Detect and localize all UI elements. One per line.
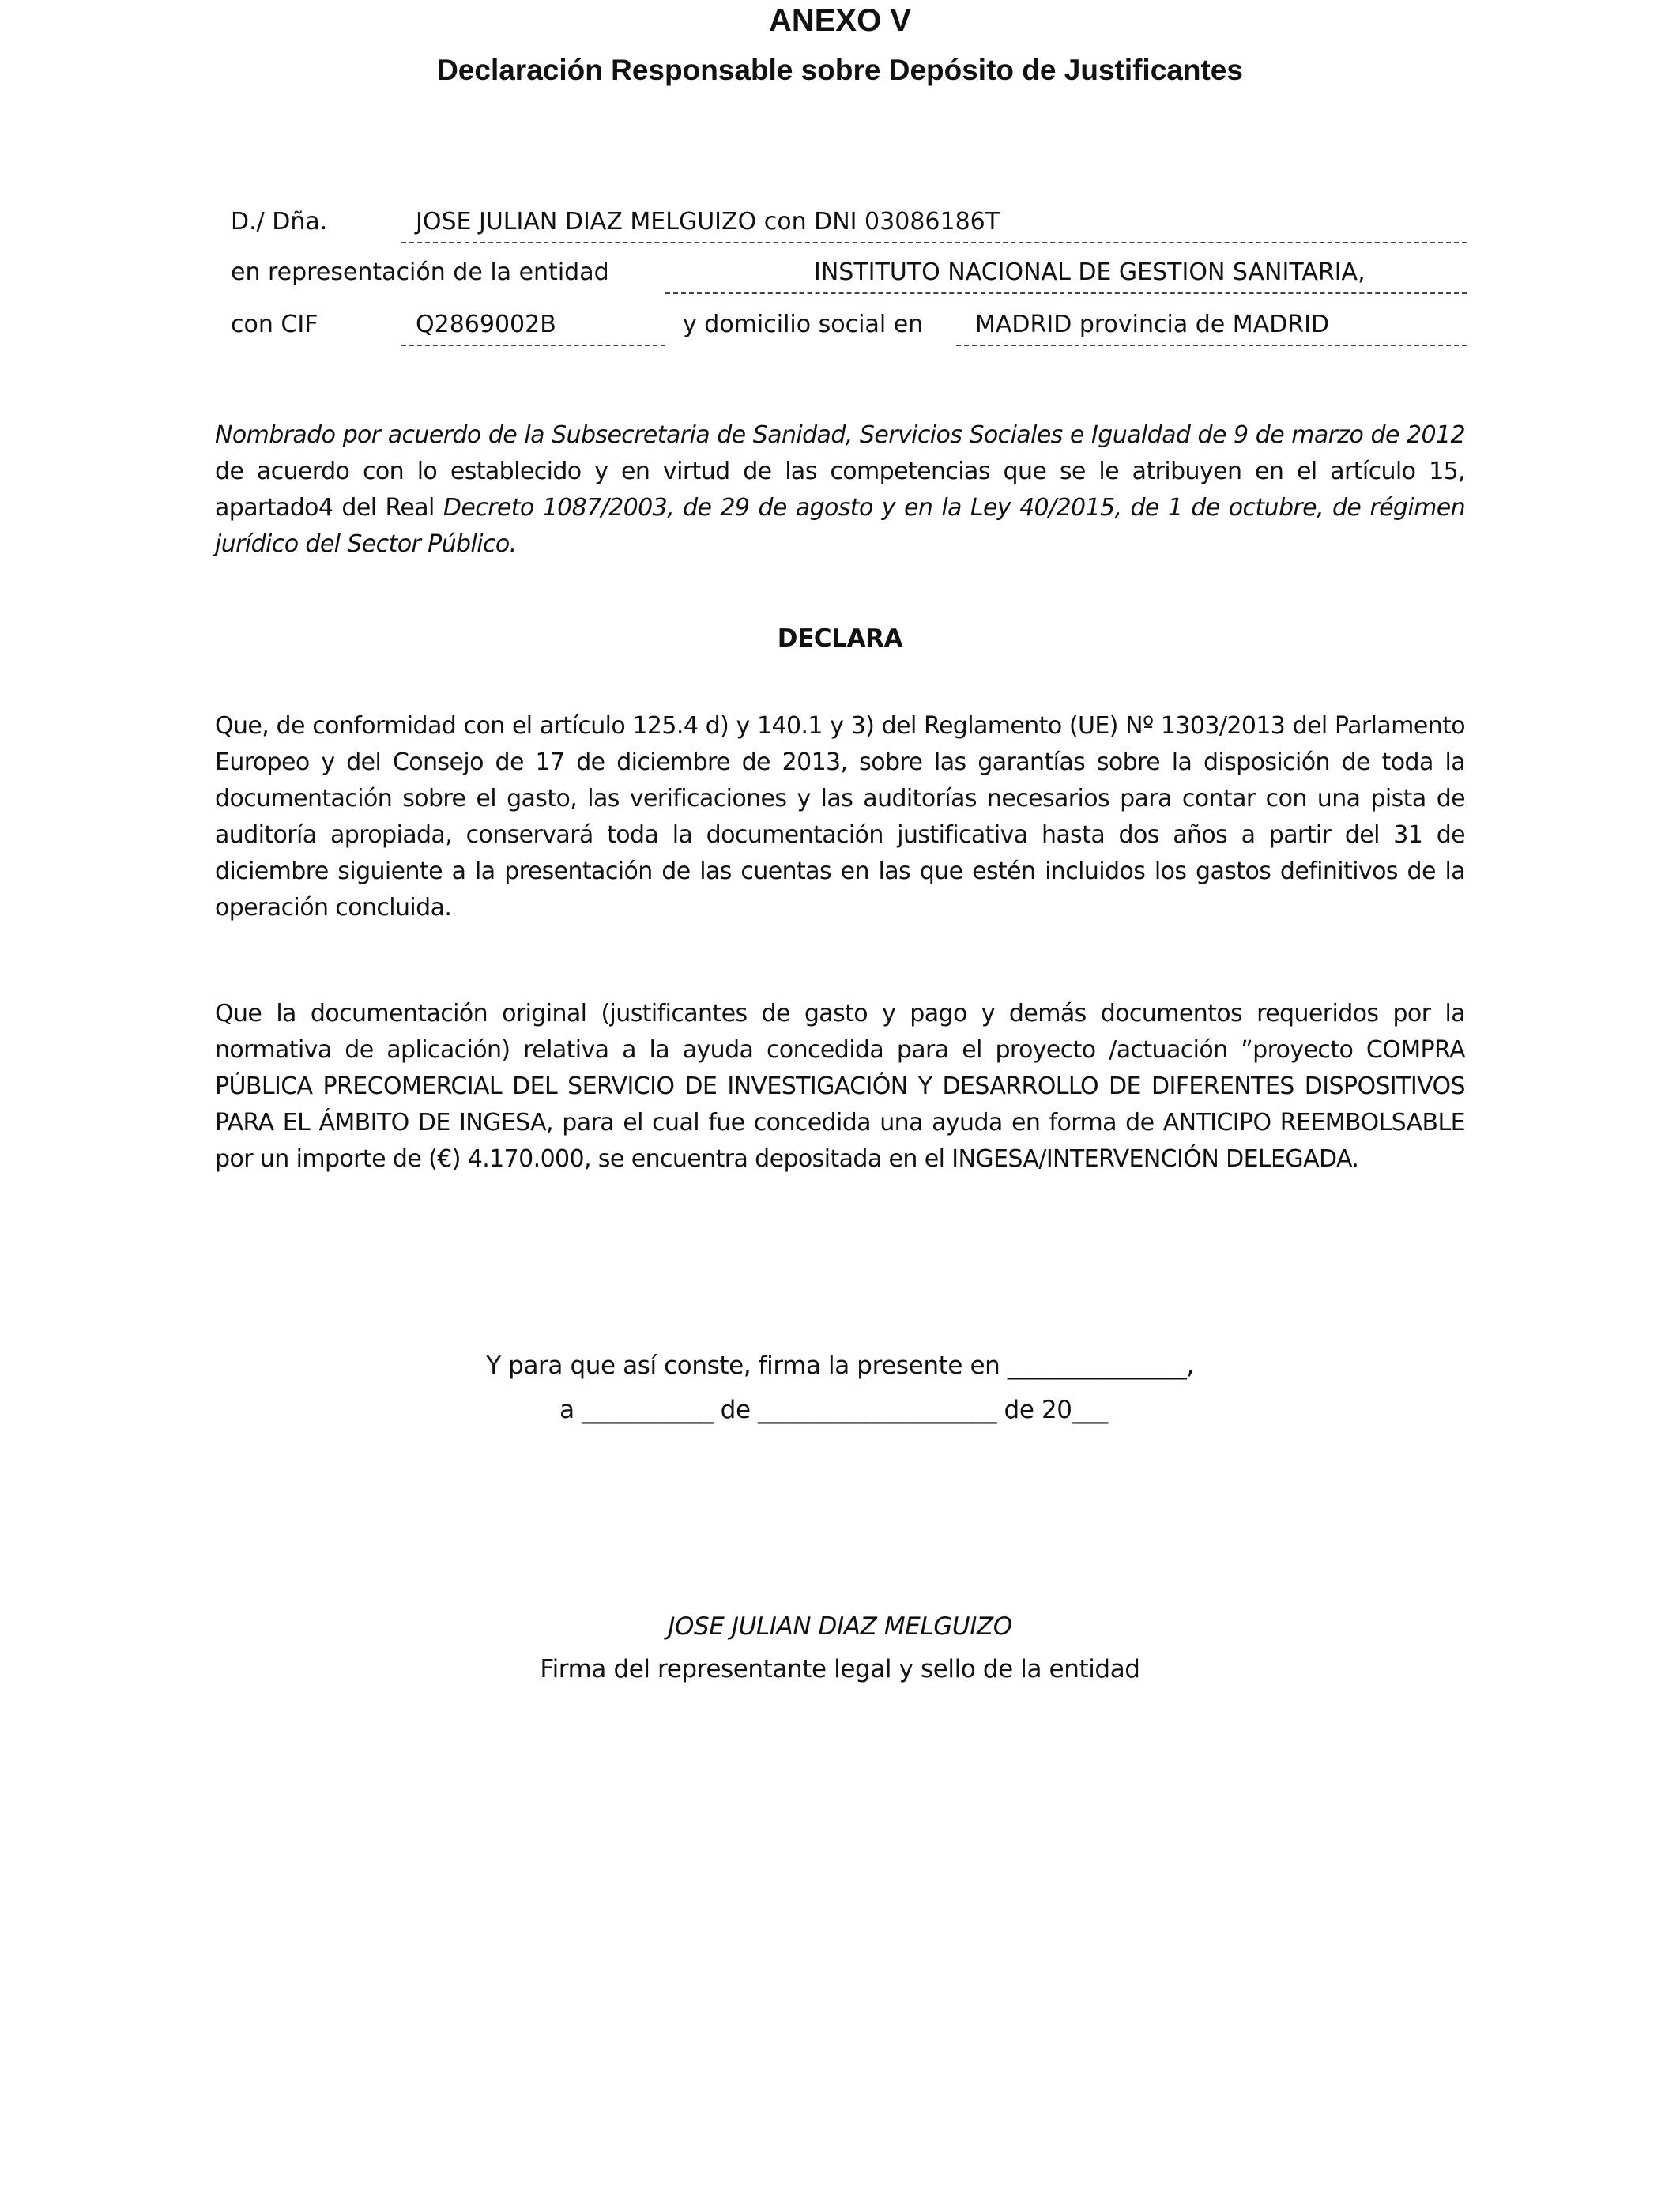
signatory-name: JOSE JULIAN DIAZ MELGUIZO bbox=[668, 1612, 1012, 1641]
label-name: D./ Dña. bbox=[231, 208, 328, 236]
name-underline bbox=[401, 242, 1467, 243]
domicile-value: MADRID provincia de MADRID bbox=[975, 311, 1330, 338]
label-cif: con CIF bbox=[231, 311, 318, 338]
appointment-italic-2: Decreto 1087/2003, de 29 de agosto y en la Ley 40/2015, de 1 de octubre, de régimen jurídico del Sector Público. bbox=[215, 494, 1465, 558]
annex-heading: ANEXO V bbox=[768, 3, 912, 38]
label-entity: en representación de la entidad bbox=[231, 258, 609, 286]
signature-caption: Firma del representante legal y sello de la entidad bbox=[540, 1655, 1140, 1683]
label-domicile: y domicilio social en bbox=[683, 311, 924, 338]
cif-underline bbox=[401, 345, 665, 346]
appointment-paragraph bbox=[215, 417, 1465, 563]
domicile-underline bbox=[956, 345, 1467, 346]
cif-value: Q2869002B bbox=[416, 311, 556, 338]
name-value: JOSE JULIAN DIAZ MELGUIZO con DNI 03086186T bbox=[416, 208, 1000, 236]
document-title: Declaración Responsable sobre Depósito de Justificantes bbox=[437, 54, 1243, 86]
declara-paragraph-1: Que, de conformidad con el artículo 125.4 d) y 140.1 y 3) del Reglamento (UE) Nº 1303/2013 del Parlamento Europeo y del Consejo de 17 de diciembre de 2013, sobre las garantías sobre la disposición de toda la documentación sobre el gasto, las verificaciones y las auditorías necesarios para contar con una pista de auditoría apropiada, conservará toda la documentación justificativa hasta dos años a partir del 31 de diciembre siguiente a la presentación de las cuentas en las que estén incluidos los gastos definitivos de la operación concluida. bbox=[215, 712, 1465, 922]
declara-heading: DECLARA bbox=[777, 624, 903, 653]
closing-line-2: a ___________ de ____________________ de 20___ bbox=[559, 1396, 1108, 1424]
appointment-normal-1: de acuerdo con lo establecido y en virtud de las competencias que se le atribuyen en el artículo 15, apartado4 del Real bbox=[215, 458, 1465, 522]
closing-line-1: Y para que así conste, firma la presente en _______________, bbox=[486, 1351, 1194, 1380]
appointment-italic-1: Nombrado por acuerdo de la Subsecretaria de Sanidad, Servicios Sociales e Igualdad de 9 de marzo de 2012 bbox=[215, 421, 1465, 449]
declara-paragraph-2: Que la documentación original (justificantes de gasto y pago y demás documentos requeridos por la normativa de aplicación) relativa a la ayuda concedida para el proyecto /actuación ”proyecto COMPRA PÚBLICA PRECOMERCIAL DEL SERVICIO DE INVESTIGACIÓN Y DESARROLLO DE DIFERENTES DISPOSITIVOS PARA EL ÁMBITO DE INGESA, para el cual fue concedida una ayuda en forma de ANTICIPO REEMBOLSABLE por un importe de (€) 4.170.000, se encuentra depositada en el INGESA/INTERVENCIÓN DELEGADA. bbox=[215, 1000, 1465, 1173]
entity-value: INSTITUTO NACIONAL DE GESTION SANITARIA, bbox=[814, 258, 1365, 286]
entity-underline bbox=[665, 292, 1467, 294]
